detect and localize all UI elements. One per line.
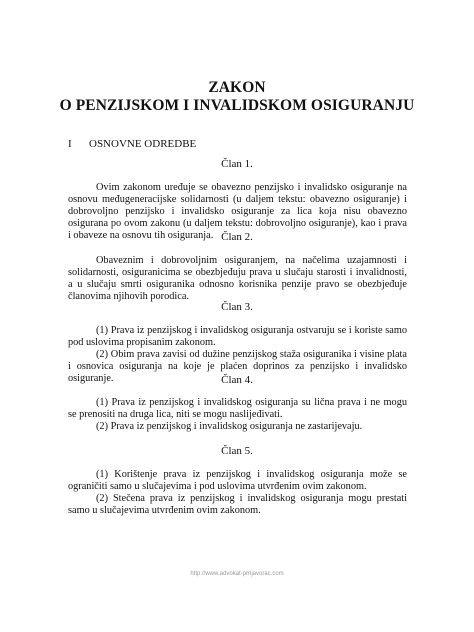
article-4-paragraph-2 [68, 421, 407, 433]
law-subtitle: O PENZIJSKOM I INVALIDSKOM OSIGURANJU [59, 97, 415, 114]
article-2-heading: Član 2. [221, 231, 253, 243]
article-5-paragraph-1 [68, 469, 407, 493]
article-4-paragraph-1 [68, 397, 407, 421]
article-3-paragraph-2-text: (2) Obim prava zavisi od dužine penzijskog staža osiguranika i visine plata i osnovica osiguranja na koje je plaćen doprinos za penzijsko i invalidsko osiguranje. [68, 349, 407, 385]
footer-url: http://www.advokat-prnjavorac.com [190, 571, 284, 577]
article-5-heading: Član 5. [221, 445, 253, 457]
article-4-heading: Član 4. [221, 374, 253, 386]
article-5-paragraph-2-text: (2) Stečena prava iz penzijskog i invalidskog osiguranja mogu prestati samo u slučajevima utvrđenim ovim zakonom. [68, 493, 407, 517]
article-3-paragraph-1-text: (1) Prava iz penzijskog i invalidskog osiguranja ostvaruju se i koriste samo pod uslovima propisanim zakonom. [68, 325, 407, 349]
law-title: ZAKON [208, 79, 266, 96]
article-3-heading: Član 3. [221, 301, 253, 313]
article-4-paragraph-2-text: (2) Prava iz penzijskog i invalidskog osiguranja ne zastarijevaju. [96, 421, 363, 432]
article-3-paragraph-1 [68, 325, 407, 349]
article-4-paragraph-1-text: (1) Prava iz penzijskog i invalidskog osiguranja su lična prava i ne mogu se prenositi na druga lica, niti se mogu naslijeđivati. [68, 397, 407, 421]
article-2-paragraph-1 [68, 255, 407, 303]
section-number: I [68, 138, 72, 150]
article-5-paragraph-1-text: (1) Korištenje prava iz penzijskog i invalidskog osiguranja može se ograničiti samo u slučajevima i pod uslovima utvrđenim ovim zakonom. [68, 469, 407, 493]
article-1-paragraph-1-text: Ovim zakonom uređuje se obavezno penzijsko i invalidsko osiguranje na osnovu međugeneracijske solidarnosti (u daljem tekstu: obavezno osiguranje) i dobrovoljno penzijsko i invalidsko osiguranje za lica koja nisu obavezno osigurana po ovom zakonu (u daljem tekstu: dobrovoljno osiguranje), kao i prava i obaveze na osnovu tih osiguranja. [68, 182, 407, 242]
section-heading [68, 138, 196, 151]
article-2-paragraph-1-text: Obaveznim i dobrovoljnim osiguranjem, na načelima uzajamnosti i solidarnosti, osiguranicima se obezbjeđuju prava u slučaju starosti i invalidnosti, a u slučaju smrti osiguranika odnosno korisnika penzije pravo se obezbjeđuje članovima njihovih porodica. [68, 255, 407, 303]
article-5-paragraph-2 [68, 493, 407, 517]
section-title: OSNOVNE ODREDBE [89, 138, 197, 150]
article-1-heading: Član 1. [221, 158, 253, 170]
